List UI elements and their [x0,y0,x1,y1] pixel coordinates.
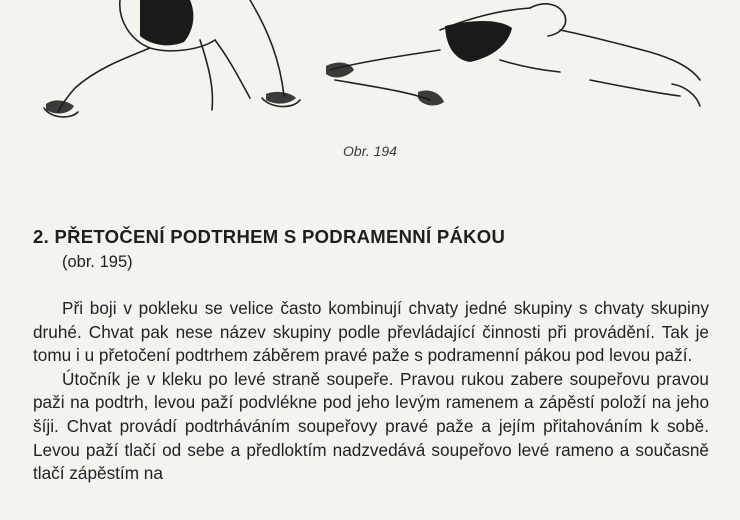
paragraph-2: Útočník je v kleku po levé straně soupeře. Pravou rukou zabere soupeřovu pravou paži na podtrh, levou paží podvlékne pod jeho levým ramenem a zápěstí položí na jeho šíji. Chvat provádí podtrháváním soupeřovy pravé paže a jejím přitahováním k sobě. Levou paží tlačí od sebe a předloktím nadzvedává soupeřovo levé rameno a současně tlačí zápěstím na [33,368,709,484]
right-wrestler-singlet [445,21,512,62]
left-partner-knee [200,40,213,110]
right-head [530,4,566,36]
figure-194-illustration [0,0,740,135]
left-partner-leg [250,0,284,96]
left-partner-shoe-fill [266,92,296,104]
left-wrestler-arm [215,40,250,98]
right-partner-body [560,30,700,80]
wrestling-drawing [0,0,740,135]
right-ground-arm [500,60,560,72]
left-wrestler-leg [58,48,150,112]
left-wrestler-trunks [140,0,193,45]
right-partner-leg [590,80,680,96]
left-shoe-fill [46,100,74,113]
body-text [33,297,709,486]
right-shoe2-fill [418,90,444,105]
section-heading: 2. PŘETOČENÍ PODTRHEM S PODRAMENNÍ PÁKOU [33,226,506,247]
right-wrestler-leg-lower [335,80,430,100]
figure-caption: Obr. 194 [343,143,397,159]
paragraph-1: Při boji v pokleku se velice často kombinují chvaty jedné skupiny s chvaty skupiny druhé. Chvat pak nese název skupiny podle převládající činnosti při provádění. Tak je tomu i u přetočení podtrhem záběrem pravé paže s podramenní pákou pod levou paží. [33,298,709,366]
section-subheading: (obr. 195) [62,253,133,271]
